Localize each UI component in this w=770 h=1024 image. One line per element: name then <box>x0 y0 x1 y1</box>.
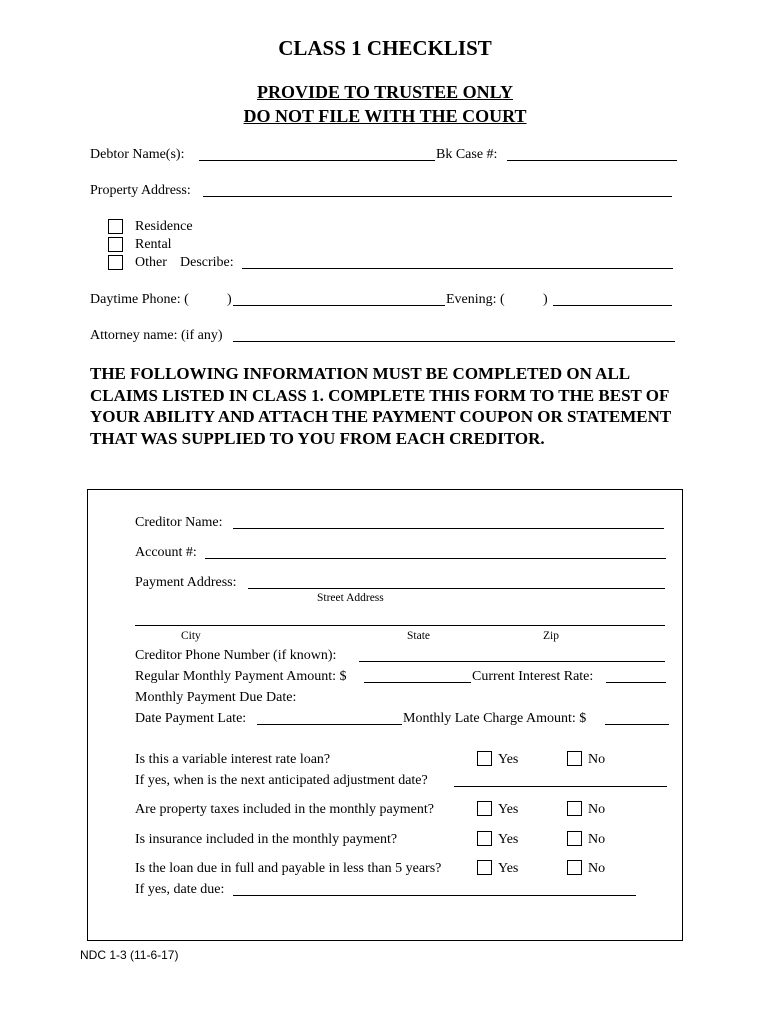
regular-payment-field[interactable] <box>364 682 471 683</box>
taxes-no-label: No <box>588 802 606 817</box>
adjustment-date-field[interactable] <box>454 786 667 787</box>
variable-yes-label: Yes <box>498 752 519 767</box>
insurance-yes-label: Yes <box>498 832 519 847</box>
form-number: NDC 1-3 (11-6-17) <box>80 948 179 962</box>
evening-phone-label: Evening: ( <box>446 292 505 307</box>
daytime-phone-field[interactable] <box>233 305 445 306</box>
interest-rate-label: Current Interest Rate: <box>472 669 594 684</box>
describe-label: Describe: <box>180 255 234 270</box>
date-payment-late-label: Date Payment Late: <box>135 711 247 726</box>
creditor-name-field[interactable] <box>233 528 664 529</box>
residence-label: Residence <box>135 219 193 234</box>
daytime-paren-close: ) <box>227 292 232 307</box>
insurance-yes-checkbox[interactable] <box>477 831 492 846</box>
insurance-question: Is insurance included in the monthly payment? <box>135 832 398 847</box>
residence-checkbox[interactable] <box>108 219 123 234</box>
creditor-phone-field[interactable] <box>359 661 665 662</box>
debtor-name-label: Debtor Name(s): <box>90 147 185 162</box>
attorney-field[interactable] <box>233 341 675 342</box>
property-address-label: Property Address: <box>90 183 191 198</box>
creditor-name-label: Creditor Name: <box>135 515 223 530</box>
describe-field[interactable] <box>242 268 673 269</box>
page-title: CLASS 1 CHECKLIST <box>278 36 492 60</box>
payment-due-date-label: Monthly Payment Due Date: <box>135 690 297 705</box>
taxes-yes-checkbox[interactable] <box>477 801 492 816</box>
account-number-label: Account #: <box>135 545 197 560</box>
evening-paren-close: ) <box>543 292 548 307</box>
payment-address-label: Payment Address: <box>135 575 237 590</box>
creditor-phone-label: Creditor Phone Number (if known): <box>135 648 337 663</box>
loan-due-question: Is the loan due in full and payable in less than 5 years? <box>135 861 442 876</box>
variable-no-checkbox[interactable] <box>567 751 582 766</box>
variable-yes-checkbox[interactable] <box>477 751 492 766</box>
adjustment-date-label: If yes, when is the next anticipated adjustment date? <box>135 773 428 788</box>
case-number-field[interactable] <box>507 160 677 161</box>
date-due-label: If yes, date due: <box>135 882 225 897</box>
attorney-label: Attorney name: (if any) <box>90 328 223 343</box>
taxes-no-checkbox[interactable] <box>567 801 582 816</box>
subtitle-trustee: PROVIDE TO TRUSTEE ONLY <box>257 82 513 102</box>
loan-due-no-label: No <box>588 861 606 876</box>
state-caption: State <box>407 630 430 642</box>
regular-payment-label: Regular Monthly Payment Amount: $ <box>135 669 347 684</box>
daytime-phone-label: Daytime Phone: ( <box>90 292 189 307</box>
date-payment-late-field[interactable] <box>257 724 402 725</box>
variable-rate-question: Is this a variable interest rate loan? <box>135 752 331 767</box>
subtitle-do-not-file: DO NOT FILE WITH THE COURT <box>243 106 527 126</box>
account-number-field[interactable] <box>205 558 666 559</box>
zip-caption: Zip <box>543 630 559 642</box>
late-charge-label: Monthly Late Charge Amount: $ <box>403 711 587 726</box>
other-label: Other <box>135 255 167 270</box>
debtor-name-field[interactable] <box>199 160 435 161</box>
loan-due-yes-label: Yes <box>498 861 519 876</box>
rental-label: Rental <box>135 237 172 252</box>
other-checkbox[interactable] <box>108 255 123 270</box>
date-due-field[interactable] <box>233 895 636 896</box>
evening-phone-field[interactable] <box>553 305 672 306</box>
city-state-zip-field[interactable] <box>135 625 665 626</box>
insurance-no-label: No <box>588 832 606 847</box>
instructions-notice: THE FOLLOWING INFORMATION MUST BE COMPLETED ON ALL CLAIMS LISTED IN CLASS 1. COMPLETE THIS FORM TO THE BEST OF YOUR ABILITY AND ATTACH THE PAYMENT COUPON OR STATEMENT THAT WAS SUPPLIED TO YOU FROM EACH CREDITOR. <box>90 364 671 448</box>
property-address-field[interactable] <box>203 196 672 197</box>
taxes-yes-label: Yes <box>498 802 519 817</box>
street-address-field[interactable] <box>248 588 665 589</box>
late-charge-field[interactable] <box>605 724 669 725</box>
loan-due-yes-checkbox[interactable] <box>477 860 492 875</box>
interest-rate-field[interactable] <box>606 682 666 683</box>
street-address-caption: Street Address <box>317 592 384 604</box>
city-caption: City <box>181 630 201 642</box>
insurance-no-checkbox[interactable] <box>567 831 582 846</box>
case-number-label: Bk Case #: <box>436 147 498 162</box>
property-taxes-question: Are property taxes included in the monthly payment? <box>135 802 434 817</box>
variable-no-label: No <box>588 752 606 767</box>
rental-checkbox[interactable] <box>108 237 123 252</box>
loan-due-no-checkbox[interactable] <box>567 860 582 875</box>
